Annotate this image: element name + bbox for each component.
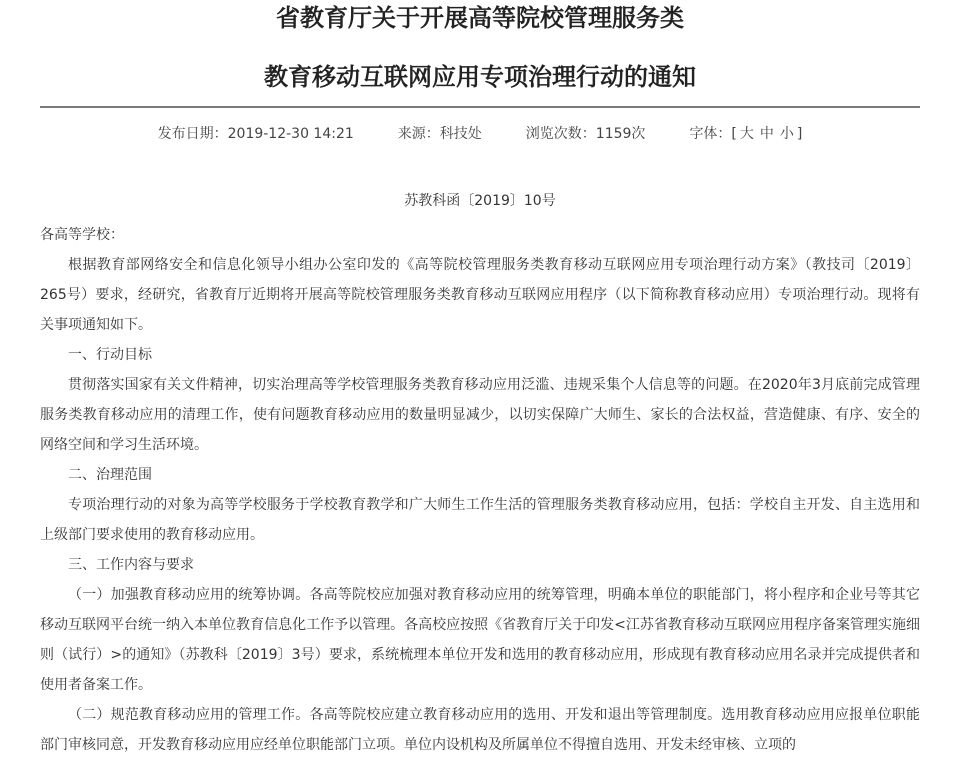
article-title-line-2: 教育移动互联网应用专项治理行动的通知 — [264, 63, 696, 91]
publish-date: 发布日期：2019-12-30 14:21 — [157, 126, 354, 142]
view-count: 浏览次数：1159次 — [525, 126, 646, 142]
section-heading: 一、行动目标 — [68, 347, 152, 363]
body-paragraph: 贯彻落实国家有关文件精神，切实治理高等学校管理服务类教育移动应用泛滥、违规采集个人信息等的问题。在2020年3月底前完成管理服务类教育移动应用的清理工作，使有问题教育移动应用的数量明显减少，以切实保障广大师生、家长的合法权益，营造健康、有序、安全的网络空间和学习生活环境。 — [40, 377, 920, 453]
body-paragraph: （二）规范教育移动应用的管理工作。各高等院校应建立教育移动应用的选用、开发和退出等管理制度。选用教育移动应用应报单位职能部门审核同意，开发教育移动应用应经单位职能部门立项。单位内设机构及所属单位不得擅自选用、开发未经审核、立项的 — [40, 707, 920, 753]
article-meta — [40, 124, 920, 144]
font-size-medium-button[interactable]: 中 — [759, 126, 774, 142]
title-divider — [40, 106, 920, 108]
document-number: 苏教科函〔2019〕10号 — [404, 193, 556, 209]
font-size-small-button[interactable]: 小 — [779, 126, 794, 142]
font-size-label: 字体：[ — [689, 126, 737, 142]
salutation: 各高等学校： — [40, 227, 124, 243]
section-heading: 二、治理范围 — [68, 467, 152, 483]
article-source: 来源：科技处 — [397, 126, 482, 142]
body-paragraph: （一）加强教育移动应用的统筹协调。各高等院校应加强对教育移动应用的统筹管理，明确本单位的职能部门，将小程序和企业号等其它移动互联网平台统一纳入本单位教育信息化工作予以管理。各高校应按照《省教育厅关于印发<江苏省教育移动互联网应用程序备案管理实施细则（试行）>的通知》（苏教科〔2019〕3号）要求，系统梳理本单位开发和选用的教育移动应用，形成现有教育移动应用名录并完成提供者和使用者备案工作。 — [40, 587, 920, 693]
section-heading: 三、工作内容与要求 — [68, 557, 194, 573]
font-size-large-button[interactable]: 大 — [739, 126, 754, 142]
body-paragraph: 专项治理行动的对象为高等学校服务于学校教育教学和广大师生工作生活的管理服务类教育移动应用，包括：学校自主开发、自主选用和上级部门要求使用的教育移动应用。 — [40, 497, 920, 543]
article-title-line-1: 省教育厅关于开展高等院校管理服务类 — [276, 4, 684, 32]
body-paragraph: 根据教育部网络安全和信息化领导小组办公室印发的《高等院校管理服务类教育移动互联网应用专项治理行动方案》（教技司〔2019〕265号）要求，经研究，省教育厅近期将开展高等院校管理服务类教育移动互联网应用程序（以下简称教育移动应用）专项治理行动。现将有关事项通知如下。 — [40, 257, 920, 333]
article-body — [40, 220, 920, 760]
font-size-bracket: ] — [796, 126, 803, 142]
